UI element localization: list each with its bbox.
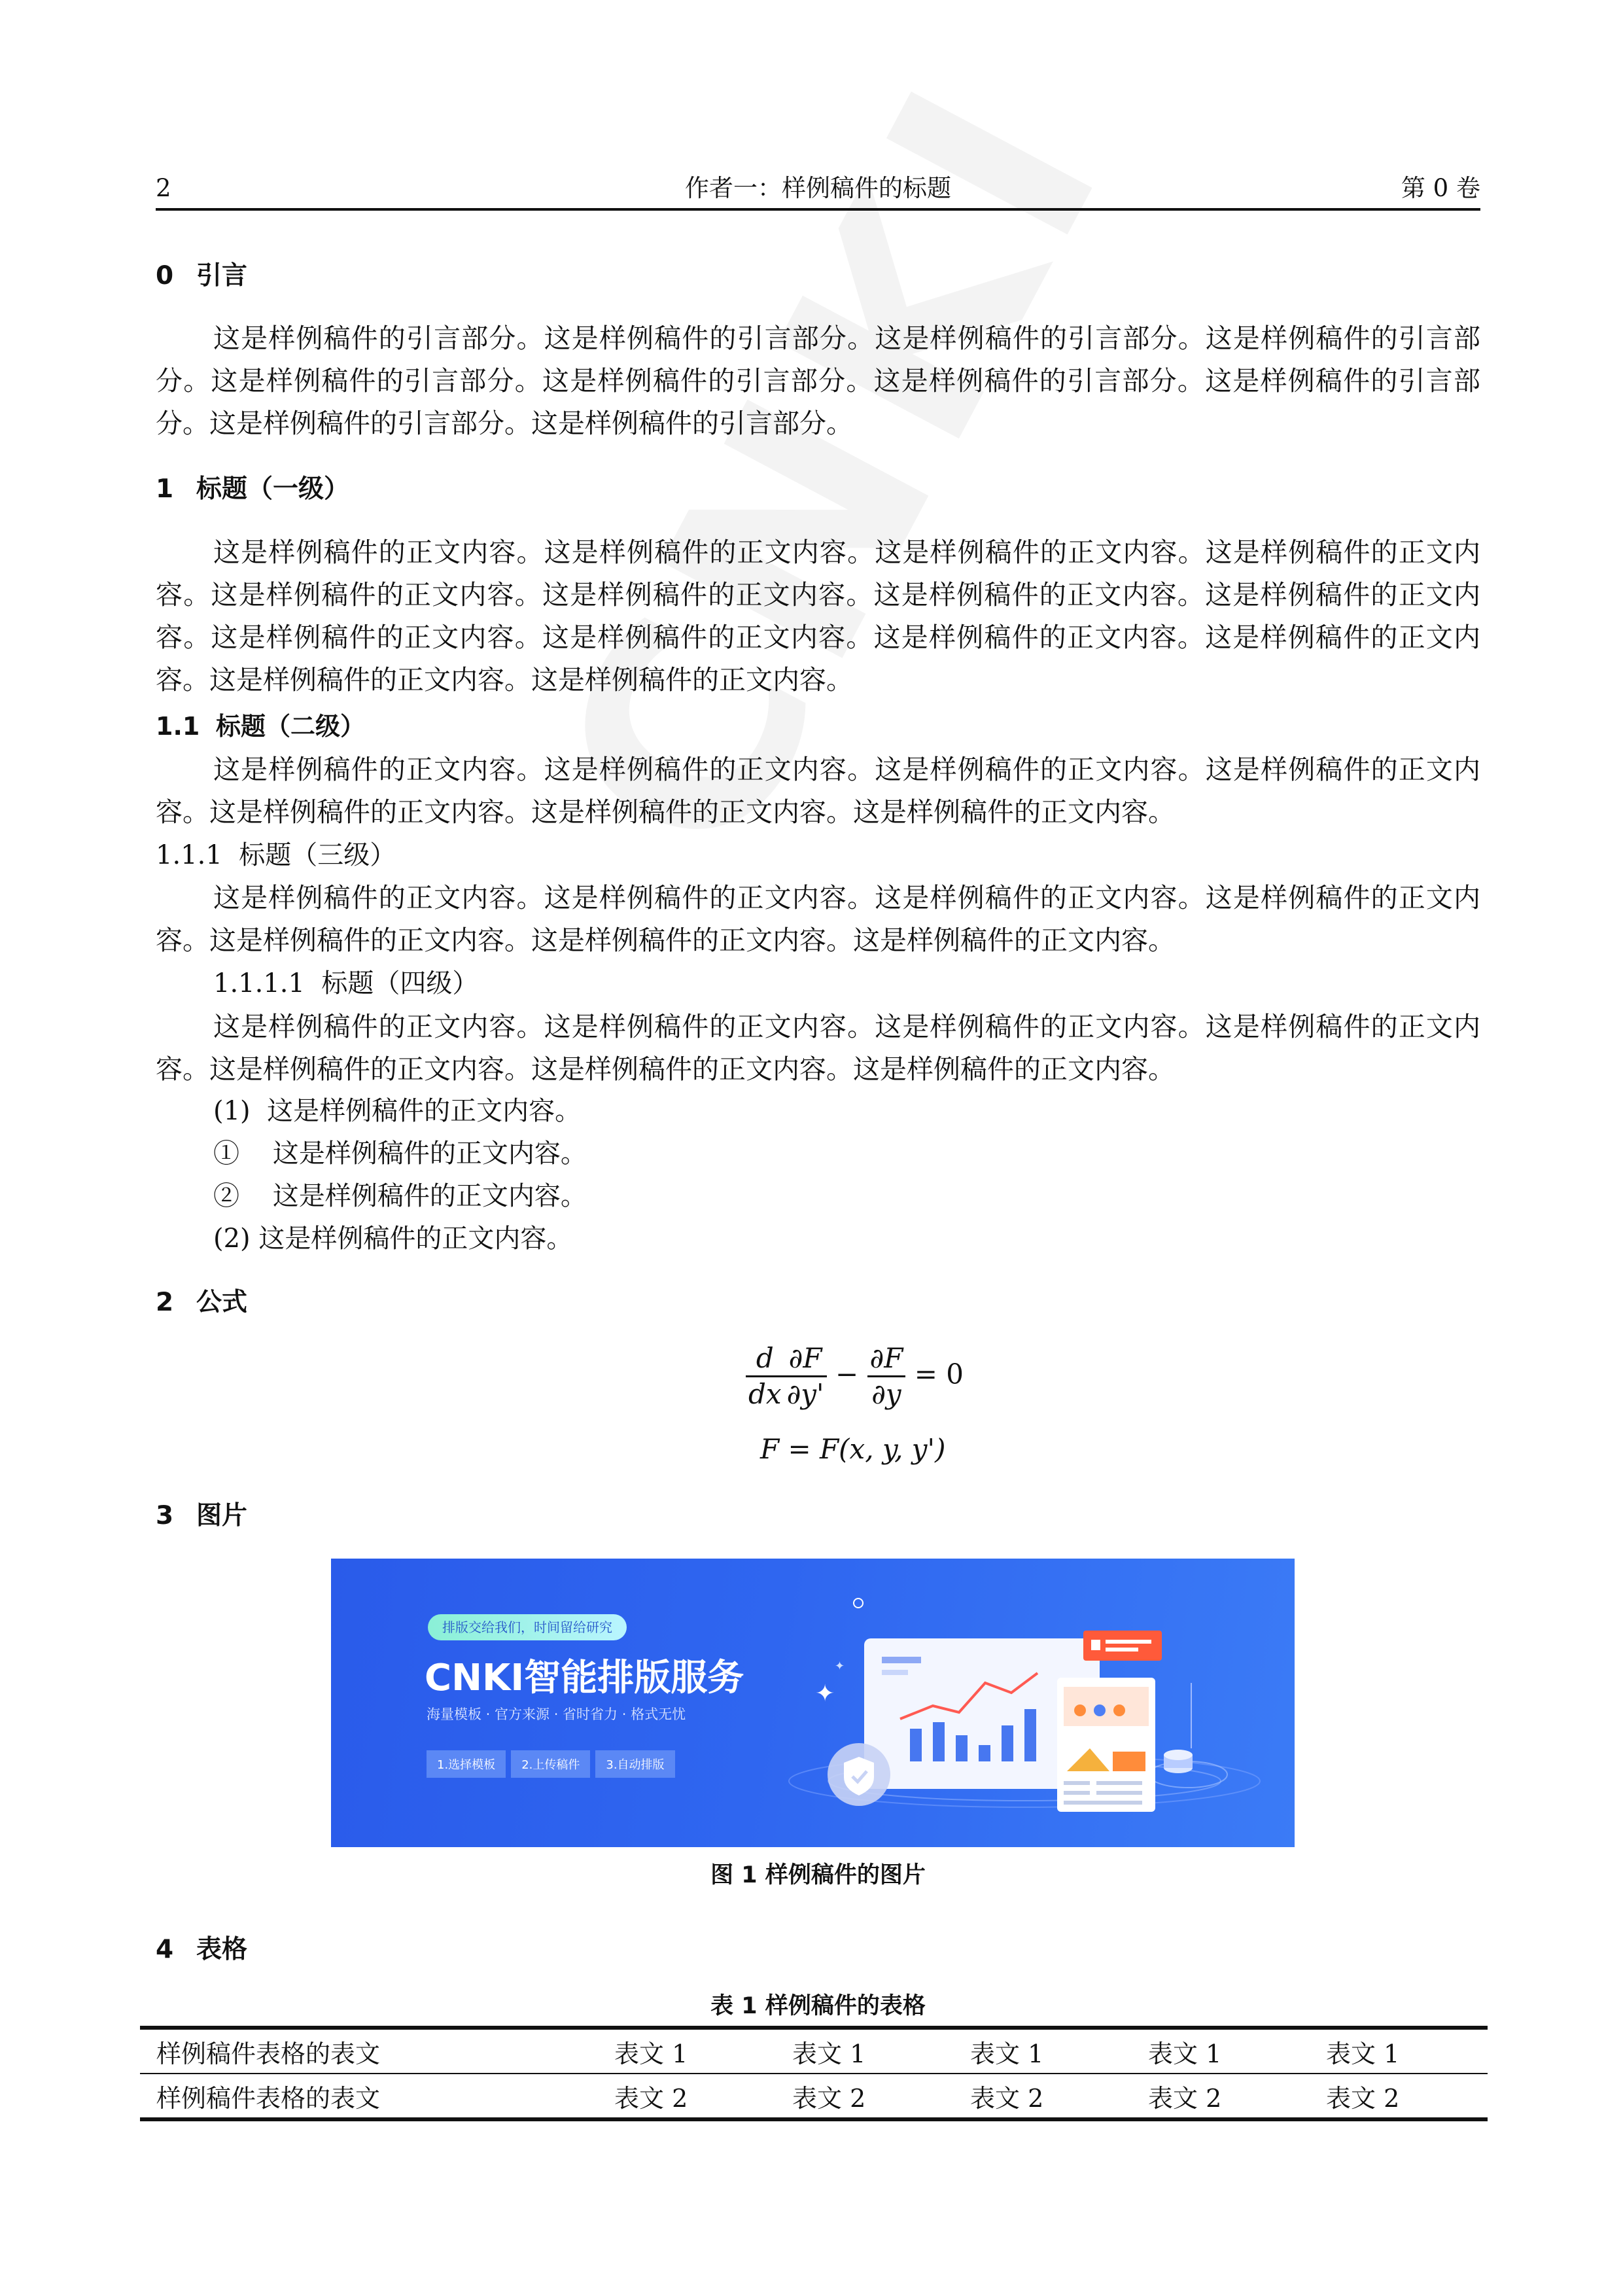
list-item [213, 1134, 587, 1173]
formula-line-1 [746, 1341, 964, 1411]
list-marker: ② [213, 1181, 239, 1211]
fraction-dF-dy-prime: $\frac{\partial F}{\partial y'}$ [784, 1341, 827, 1411]
list-text: 这是样例稿件的正文内容。 [272, 1181, 587, 1211]
table-caption: 表 1 样例稿件的表格 [710, 1993, 926, 2019]
page-number: 2 [156, 174, 171, 202]
list-marker: (2) [213, 1224, 251, 1254]
list-text: 这是样例稿件的正文内容。 [258, 1224, 573, 1254]
list-item [213, 1219, 572, 1258]
banner-subtitle: 海量模板 · 官方来源 · 省时省力 · 格式无忧 [427, 1706, 686, 1722]
table-cell: 表文 1 [1310, 2028, 1488, 2074]
table-cell: 表文 1 [598, 2028, 776, 2074]
banner-step: 3.自动排版 [595, 1750, 674, 1778]
list-marker: ① [213, 1139, 239, 1169]
section-heading-1-1-1 [156, 836, 396, 875]
section-number: 1.1.1 [156, 840, 222, 870]
fraction-dF-dy: $\frac{\partial F}{\partial y}$ [867, 1341, 906, 1411]
table-cell: 表文 2 [1132, 2074, 1310, 2119]
section-title: 标题（一级） [196, 474, 350, 504]
data-table [140, 2026, 1488, 2121]
fraction-d-dx: $\frac{d}{dx}$ [746, 1341, 784, 1411]
section-number: 1.1.1.1 [213, 968, 305, 998]
banner-title: CNKI智能排版服务 [425, 1657, 744, 1699]
table-cell: 表文 1 [954, 2028, 1132, 2074]
section-title: 标题（二级） [216, 712, 366, 741]
table-row [140, 2074, 1488, 2119]
volume-label: 第 0 卷 [1401, 174, 1480, 202]
section-number: 0 [156, 261, 174, 291]
list-marker: (1) [213, 1096, 251, 1126]
list-item [213, 1176, 587, 1216]
body-paragraph-1-1-1-1: 这是样例稿件的正文内容。这是样例稿件的正文内容。这是样例稿件的正文内容。这是样例稿件的正文内容。这是样例稿件的正文内容。这是样例稿件的正文内容。这是样例稿件的正文内容。 [156, 1011, 1480, 1085]
section-number: 1 [156, 474, 174, 504]
section-number: 2 [156, 1288, 174, 1317]
equals-zero: = 0 [914, 1358, 964, 1390]
section-heading-1-1 [156, 707, 365, 746]
section-heading-3 [156, 1496, 247, 1536]
figure-banner-image [331, 1559, 1295, 1847]
table-cell: 样例稿件表格的表文 [140, 2028, 598, 2074]
list-text: 这是样例稿件的正文内容。 [272, 1139, 587, 1169]
table-cell: 表文 1 [1132, 2028, 1310, 2074]
section-title: 标题（三级） [239, 840, 396, 870]
intro-paragraph: 这是样例稿件的引言部分。这是样例稿件的引言部分。这是样例稿件的引言部分。这是样例稿件的引言部分。这是样例稿件的引言部分。这是样例稿件的引言部分。这是样例稿件的引言部分。这是样例稿件的引言部分。这是样例稿件的引言部分。这是样例稿件的引言部分。 [156, 323, 1480, 439]
section-heading-1-1-1-1 [213, 964, 478, 1003]
section-number: 4 [156, 1935, 174, 1964]
section-heading-0 [156, 256, 247, 296]
banner-tag: 排版交给我们，时间留给研究 [428, 1614, 627, 1640]
section-title: 图片 [196, 1501, 248, 1530]
section-title: 引言 [196, 261, 248, 291]
table-cell: 表文 2 [954, 2074, 1132, 2119]
table-cell: 表文 2 [776, 2074, 954, 2119]
svg-text:✦: ✦ [815, 1680, 835, 1707]
banner-step: 1.选择模板 [427, 1750, 506, 1778]
figure-caption: 图 1 样例稿件的图片 [710, 1862, 926, 1888]
table-cell: 表文 1 [776, 2028, 954, 2074]
section-title: 表格 [196, 1935, 248, 1964]
minus-sign: − [835, 1358, 859, 1390]
section-title: 标题（四级） [321, 968, 479, 998]
table-row [140, 2028, 1488, 2074]
section-number: 3 [156, 1501, 174, 1530]
running-title: 作者一：样例稿件的标题 [685, 174, 951, 202]
list-item [213, 1091, 581, 1131]
body-paragraph-1: 这是样例稿件的正文内容。这是样例稿件的正文内容。这是样例稿件的正文内容。这是样例稿件的正文内容。这是样例稿件的正文内容。这是样例稿件的正文内容。这是样例稿件的正文内容。这是样例稿件的正文内容。这是样例稿件的正文内容。这是样例稿件的正文内容。这是样例稿件的正文内容。这是样例稿件的正文内容。这是样例稿件的正文内容。这是样例稿件的正文内容。 [156, 537, 1480, 696]
body-paragraph-1-1-1: 这是样例稿件的正文内容。这是样例稿件的正文内容。这是样例稿件的正文内容。这是样例稿件的正文内容。这是样例稿件的正文内容。这是样例稿件的正文内容。这是样例稿件的正文内容。 [156, 882, 1480, 956]
section-title: 公式 [196, 1288, 248, 1317]
section-heading-4 [156, 1930, 247, 1969]
section-heading-1 [156, 470, 349, 509]
banner-step: 2.上传稿件 [511, 1750, 590, 1778]
list-text: 这是样例稿件的正文内容。 [267, 1096, 582, 1126]
table-cell: 样例稿件表格的表文 [140, 2074, 598, 2119]
body-paragraph-1-1: 这是样例稿件的正文内容。这是样例稿件的正文内容。这是样例稿件的正文内容。这是样例稿件的正文内容。这是样例稿件的正文内容。这是样例稿件的正文内容。这是样例稿件的正文内容。 [156, 754, 1480, 828]
running-head [156, 169, 1480, 211]
banner-steps [427, 1750, 675, 1778]
formula-line-2: F = F(x, y, y') [760, 1433, 946, 1465]
table-cell: 表文 2 [598, 2074, 776, 2119]
svg-text:✦: ✦ [835, 1659, 845, 1673]
table-cell: 表文 2 [1310, 2074, 1488, 2119]
section-number: 1.1 [156, 712, 200, 741]
section-heading-2 [156, 1283, 247, 1322]
